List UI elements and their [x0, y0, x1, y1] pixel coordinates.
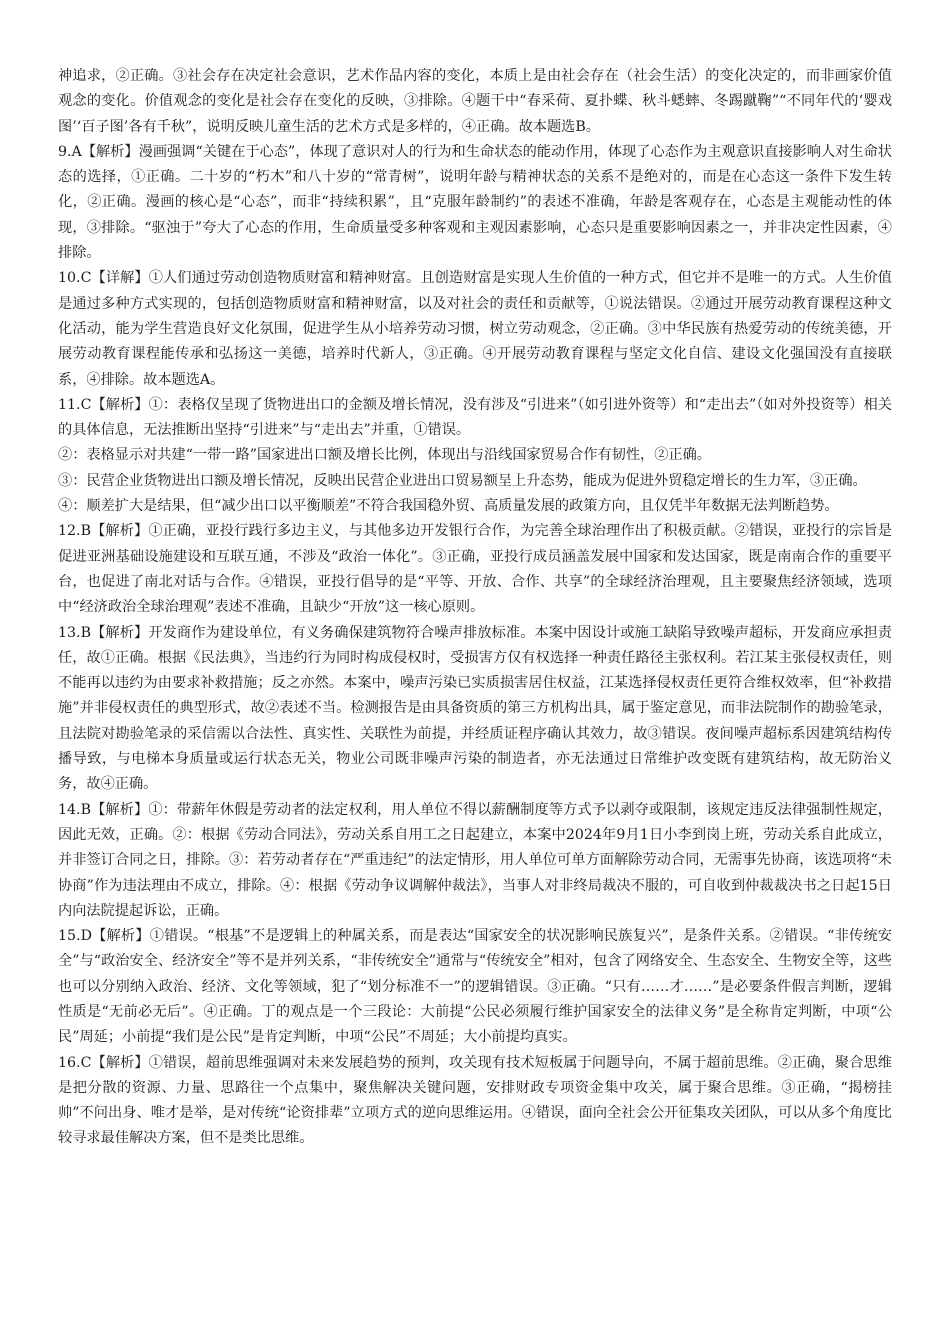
- paragraph-q11-item1: 11.C【解析】①：表格仅呈现了货物进出口的金额及增长情况，没有涉及“引进来”（如引进外资等）和“走出去”（如对外投资等）相关的具体信息，无法推断出坚持“引进来”与“走出去”并重，①错误。: [58, 396, 892, 439]
- paragraph-q10: 10.C【详解】①人们通过劳动创造物质财富和精神财富。且创造财富是实现人生价值的一种方式，但它并不是唯一的方式。人生价值是通过多种方式实现的，包括创造物质财富和精神财富，以及对社会的责任和贡献等，①说法错误。②通过开展劳动教育课程这种文化活动，能为学生营造良好文化氛围，促进学生从小培养劳动习惯，树立劳动观念，②正确。③中华民族有热爱劳动的传统美德，开展劳动教育课程能传承和弘扬这一美德，培养时代新人，③正确。④开展劳动教育课程与坚定文化自信、建设文化强国没有直接联系，④排除。故本题选A。: [58, 270, 892, 388]
- paragraph-q11-item3: ③：民营企业货物进出口额及增长情况，反映出民营企业进出口贸易额呈上升态势，能成为促进外贸稳定增长的生力军，③正确。: [58, 472, 867, 489]
- paragraph-q14: 14.B【解析】①：带薪年休假是劳动者的法定权利，用人单位不得以薪酬制度等方式予以剥夺或限制，该规定违反法律强制性规定，因此无效，正确。②：根据《劳动合同法》，劳动关系自用工之日起建立，本案中2024年9月1日小李到岗上班，劳动关系自此成立，并非签订合同之日，排除。③：若劳动者存在“严重违纪”的法定情形，用人单位可单方面解除劳动合同，无需事先协商，该选项将“未协商”作为违法理由不成立，排除。④：根据《劳动争议调解仲裁法》，当事人对非终局裁决不服的，可自收到仲裁裁决书之日起15日内向法院提起诉讼，正确。: [58, 801, 892, 919]
- paragraph-q15: 15.D【解析】①错误。“根基”不是逻辑上的种属关系，而是表达“国家安全的状况影响民族复兴”，是条件关系。②错误。“非传统安全”与“政治安全、经济安全”等不是并列关系，“非传统安全”通常与“传统安全”相对，包含了网络安全、生态安全、生物安全等，这些也可以分别纳入政治、经济、文化等领域，犯了“划分标准不一”的逻辑错误。③正确。“只有……才……”是必要条件假言判断，逻辑性质是“无前必无后”。④正确。丁的观点是一个三段论：大前提“公民必须履行维护国家安全的法律义务”是全称肯定判断，中项“公民”周延；小前提“我们是公民”是肯定判断，中项“公民”不周延；大小前提均真实。: [58, 928, 892, 1046]
- paragraph-q11-item4: ④：顺差扩大是结果，但“减少出口以平衡顺差”不符合我国稳外贸、高质量发展的政策方向，且仅凭半年数据无法判断趋势。: [58, 498, 839, 515]
- paragraph-q9: 9.A【解析】漫画强调“关键在于心态”，体现了意识对人的行为和生命状态的能动作用，体现了心态作为主观意识直接影响人对生命状态的选择，①正确。二十岁的“朽木”和八十岁的“常青树”，说明年龄与精神状态的关系不是绝对的，而是在心态这一条件下发生转化，②正确。漫画的核心是“心态”，而非“持续积累”，且“克服年龄制约”的表述不准确，年龄是客观存在，心态是主观能动性的体现，③排除。“驱浊于”夸大了心态的作用，生命质量受多种客观和主观因素影响，心态只是重要影响因素之一，并非决定性因素，④排除。: [58, 143, 892, 262]
- paragraph-q13: 13.B【解析】开发商作为建设单位，有义务确保建筑物符合噪声排放标准。本案中因设计或施工缺陷导致噪声超标，开发商应承担责任，故①正确。根据《民法典》，当违约行为同时构成侵权时，受损害方仅有权选择一种责任路径主张权利。若江某主张侵权责任，则不能再以违约为由要求补救措施；反之亦然。本案中，噪声污染已实质损害居住权益，江某选择侵权责任更符合维权效率，但“补救措施”并非侵权责任的典型形式，故②表述不当。检测报告是由具备资质的第三方机构出具，属于鉴定意见，而非法院制作的勘验笔录，且法院对勘验笔录的采信需以合法性、真实性、关联性为前提，并经质证程序确认其效力，故③错误。夜间噪声超标系因建筑结构传播导致，与电梯本身质量或运行状态无关，物业公司既非噪声污染的制造者，亦无法通过日常维护改变既有建筑结构，故无防治义务，故④正确。: [58, 624, 892, 793]
- paragraph-q16: 16.C【解析】①错误，超前思维强调对未来发展趋势的预判，攻关现有技术短板属于问题导向，不属于超前思维。②正确，聚合思维是把分散的资源、力量、思路往一个点集中，聚焦解决关键问题，安排财政专项资金集中攻关，属于聚合思维。③正确，“揭榜挂帅”不问出身、唯才是举，是对传统“论资排辈”立项方式的逆向思维运用。④错误，面向全社会公开征集攻关团队，可以从多个角度比较寻求最佳解决方案，但不是类比思维。: [58, 1054, 892, 1147]
- paragraph-q12: 12.B【解析】①正确，亚投行践行多边主义，与其他多边开发银行合作，为完善全球治理作出了积极贡献。②错误，亚投行的宗旨是促进亚洲基础设施建设和互联互通，不涉及“政治一体化”。③正确，亚投行成员涵盖发展中国家和发达国家，既是南南合作的重要平台，也促进了南北对话与合作。④错误，亚投行倡导的是“平等、开放、合作、共享”的全球经济治理观，且主要聚焦经济领域，选项中“经济政治全球治理观”表述不准确，且缺少“开放”这一核心原则。: [58, 523, 892, 616]
- paragraph-q11-item2: ②：表格显示对共建“一带一路”国家进出口额及增长比例，体现出与沿线国家贸易合作有韧性，②正确。: [58, 447, 711, 464]
- paragraph-continuation-q8: 神追求，②正确。③社会存在决定社会意识，艺术作品内容的变化，本质上是由社会存在（社会生活）的变化决定的，而非画家价值观念的变化。价值观念的变化是社会存在变化的反映，③排除。④题干中“春采荷、夏扑蝶、秋斗蟋蟀、冬踢蹴鞠”“不同年代的‘婴戏图’‘百子图’各有千秋”，说明反映儿童生活的艺术方式是多样的，④正确。故本题选B。: [58, 68, 892, 135]
